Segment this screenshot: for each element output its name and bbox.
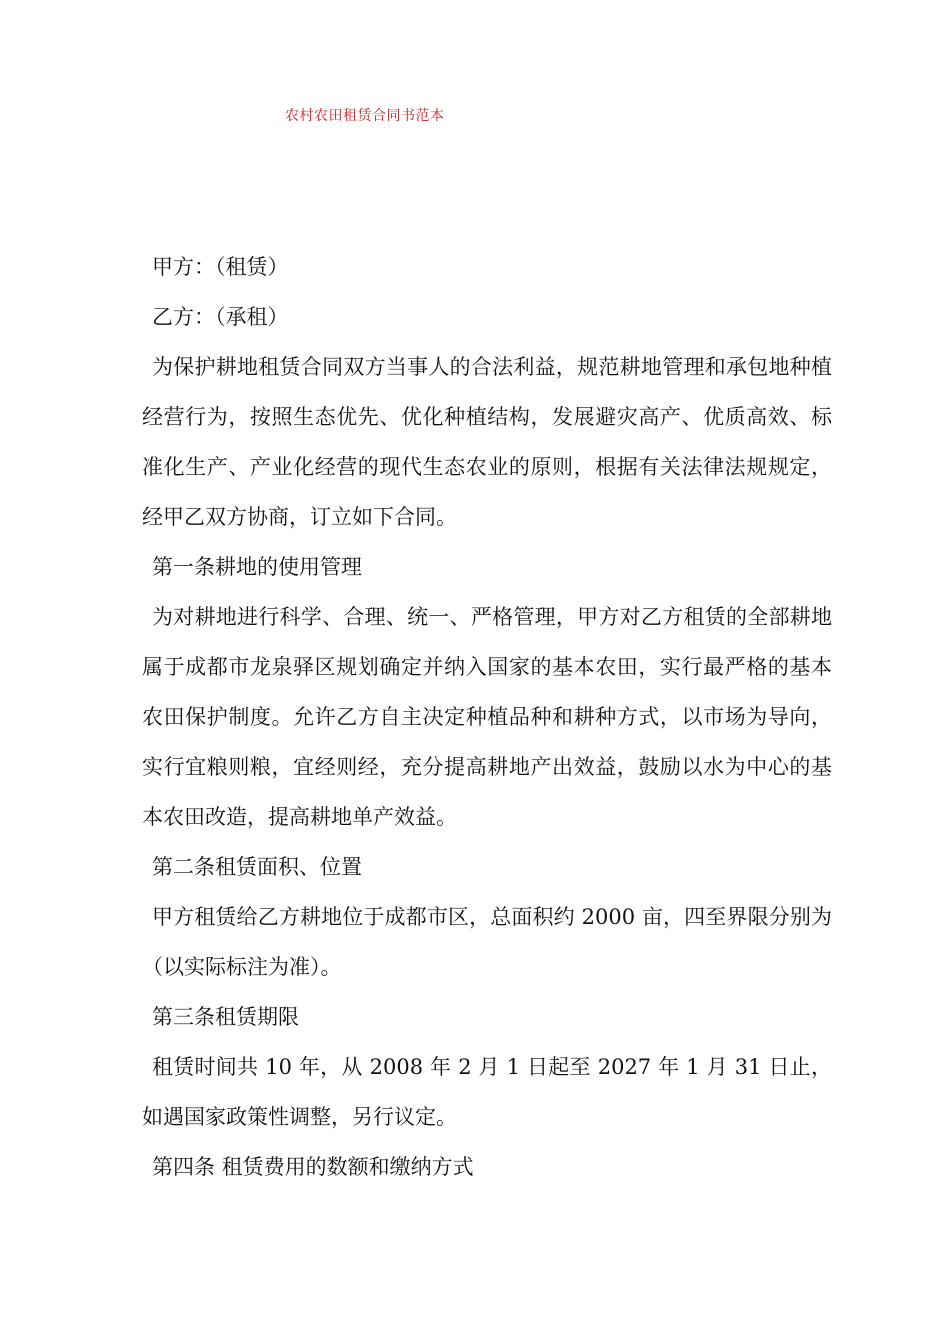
article-2-paragraph: 甲方租赁给乙方耕地位于成都市区，总面积约 2000 亩，四至界限分别为（以实际标注为准）。 <box>142 905 832 979</box>
document-title: 农村农田租赁合同书范本 <box>285 108 445 124</box>
article-2-heading: 第二条租赁面积、位置 <box>152 855 362 879</box>
article-4-heading: 第四条 租赁费用的数额和缴纳方式 <box>152 1155 474 1179</box>
document-body <box>142 242 832 1192</box>
party-a-line: 甲方：（租赁） <box>152 255 289 279</box>
article-1-paragraph: 为对耕地进行科学、合理、统一、严格管理，甲方对乙方租赁的全部耕地属于成都市龙泉驿区规划确定并纳入国家的基本农田，实行最严格的基本农田保护制度。允许乙方自主决定种植品种和耕种方式，以市场为导向，实行宜粮则粮，宜经则经，充分提高耕地产出效益，鼓励以水为中心的基本农田改造，提高耕地单产效益。 <box>142 605 832 829</box>
preamble-paragraph: 为保护耕地租赁合同双方当事人的合法利益，规范耕地管理和承包地种植经营行为，按照生态优先、优化种植结构，发展避灾高产、优质高效、标准化生产、产业化经营的现代生态农业的原则，根据有关法律法规规定，经甲乙双方协商，订立如下合同。 <box>142 355 832 529</box>
article-1-heading: 第一条耕地的使用管理 <box>152 555 362 579</box>
party-b-line: 乙方：（承租） <box>152 305 289 329</box>
article-3-heading: 第三条租赁期限 <box>152 1005 299 1029</box>
article-3-paragraph: 租赁时间共 10 年，从 2008 年 2 月 1 日起至 2027 年 1 月 31 日止，如遇国家政策性调整，另行议定。 <box>142 1055 832 1129</box>
